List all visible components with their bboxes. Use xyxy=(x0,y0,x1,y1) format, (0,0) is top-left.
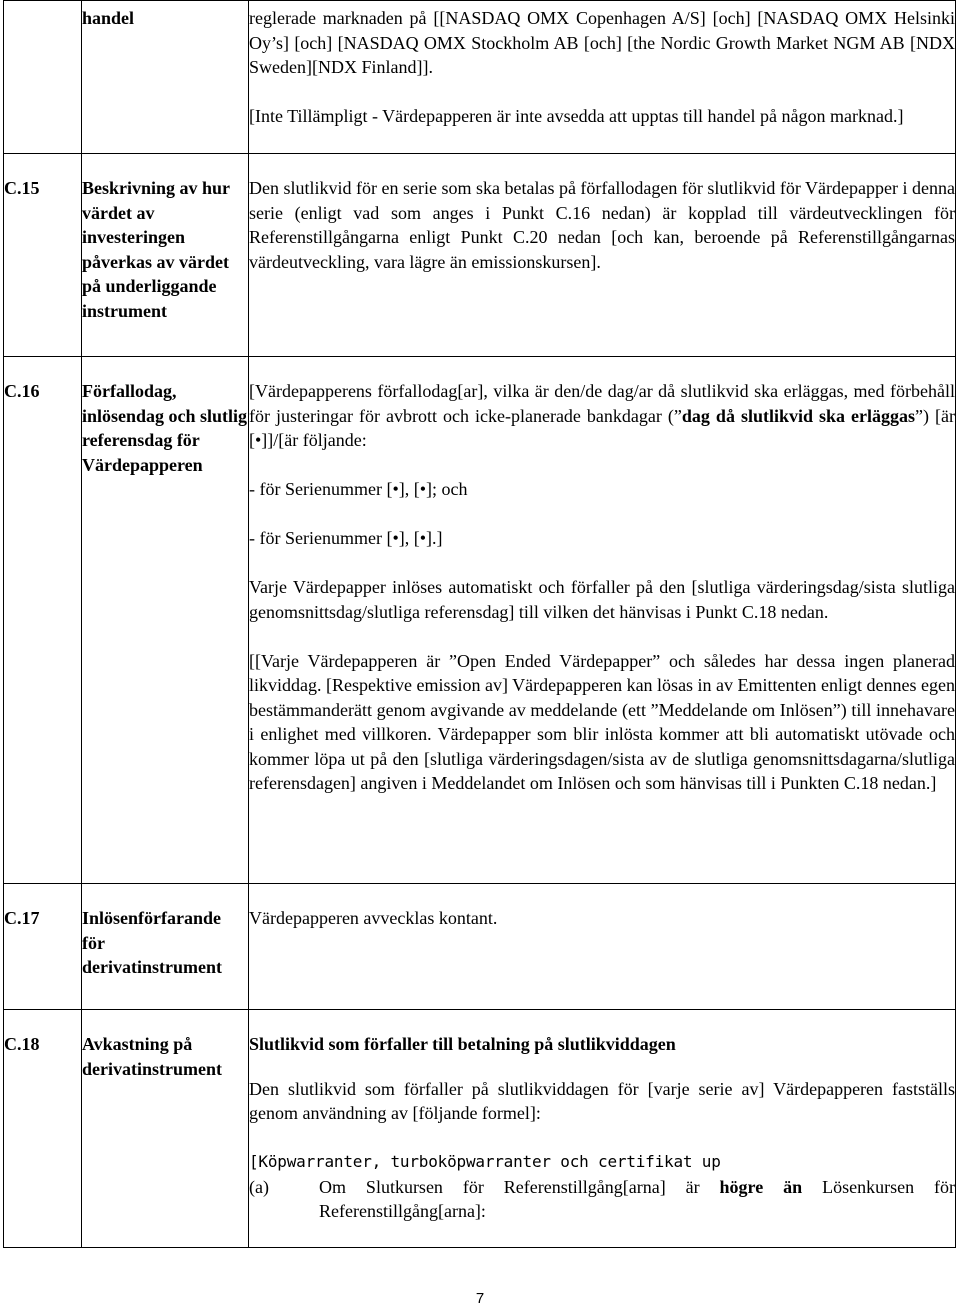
row-title-cell xyxy=(82,1010,249,1248)
row-title-cell xyxy=(82,154,249,357)
row-title-cell xyxy=(82,884,249,1010)
row-number: C.18 xyxy=(4,1034,40,1054)
body-paragraph: Värdepapperen avvecklas kontant. xyxy=(249,908,498,928)
row-body-cell xyxy=(249,154,956,357)
list-item-label: (a) xyxy=(249,1176,269,1197)
row-number-cell xyxy=(4,1,82,154)
row-number-cell xyxy=(4,357,82,884)
document-table xyxy=(3,0,956,1248)
table-row-handel xyxy=(4,1,956,154)
row-title: Förfallodag, inlösendag och slutlig referensdag för Värdepapperen xyxy=(82,381,248,475)
body-paragraph: Varje Värdepapper inlöses automatiskt och förfaller på den [slutliga värderingsdag/sista slutliga genomsnittsdag/slutliga referensdag] till vilken det hänvisas i Punkt C.18 nedan. xyxy=(249,577,955,622)
body-paragraph xyxy=(249,379,955,453)
row-title: Inlösenförfarande för derivatinstrument xyxy=(82,908,222,977)
section-heading: Slutlikvid som förfaller till betalning på slutlikviddagen xyxy=(249,1034,676,1054)
row-title-cell xyxy=(82,357,249,884)
row-number-cell xyxy=(4,884,82,1010)
body-paragraph: [Köpwarranter, turboköpwarranter och certifikat up xyxy=(249,1152,721,1171)
body-text: ”) [är [•]]/[är följande: xyxy=(249,405,956,450)
table-row-c17 xyxy=(4,884,956,1010)
body-text: Om Slutkursen för Referenstillgång[arna] är xyxy=(319,1176,720,1197)
row-number-cell xyxy=(4,154,82,357)
row-title: handel xyxy=(82,8,135,28)
body-paragraph: [Inte Tillämpligt - Värdepapperen är inte avsedda att upptas till handel på någon marknad.] xyxy=(249,106,904,126)
list-item xyxy=(249,1175,955,1224)
row-title-cell xyxy=(82,1,249,154)
body-text-bold: dag då slutlikvid ska erläggas xyxy=(681,405,916,426)
row-title: Beskrivning av hur värdet av investeringen påverkas av värdet på underliggande instrument xyxy=(82,178,230,321)
table-row-c18 xyxy=(4,1010,956,1248)
table-row-c16 xyxy=(4,357,956,884)
body-text-bold: högre än xyxy=(719,1176,803,1197)
row-number: C.16 xyxy=(4,381,40,401)
row-body-cell xyxy=(249,1010,956,1248)
body-text: [Värdepapperens förfallodag[ar], vilka är den/de dag/ar då slutlikvid ska erläggas, med förbehåll för justeringar för avbrott och icke-planerade bankdagar (” xyxy=(249,381,955,426)
serial-line: - för Serienummer [•], [•].] xyxy=(249,528,443,548)
body-text: Lösenkursen för Referenstillgång[arna]: xyxy=(319,1176,955,1221)
row-body-cell xyxy=(249,884,956,1010)
row-number: C.15 xyxy=(4,178,40,198)
serial-line: - för Serienummer [•], [•]; och xyxy=(249,479,468,499)
table-row-c15 xyxy=(4,154,956,357)
body-paragraph: Den slutlikvid som förfaller på slutlikviddagen för [varje serie av] Värdepapperen fastställs genom användning av [följande formel]: xyxy=(249,1078,955,1123)
row-title: Avkastning på derivatinstrument xyxy=(82,1034,222,1079)
body-paragraph: Den slutlikvid för en serie som ska betalas på förfallodagen för slutlikvid för Värdepapper i denna serie (enligt vad som anges i Punkt C.16 nedan) är kopplad till värdeutvecklingen för Referenstillgångarna enligt Punkt C.20 nedan [och kan, beroende på Referenstillgångarnas värdeutveckling, vara lägre än emissionskursen]. xyxy=(249,178,955,272)
row-body-cell xyxy=(249,357,956,884)
row-number: C.17 xyxy=(4,908,40,928)
body-paragraph: [[Varje Värdepapperen är ”Open Ended Värdepapper” och således har dessa ingen planerad likviddag. [Respektive emission av] Värdepapperen kan lösas in av Emittenten enligt dennes egen bestämmanderätt genom avgivande av meddelande (ett ”Meddelande om Inlösen”) till innehavare i enlighet med villkoren. Värdepapper som blir inlösta kommer att bli automatiskt utövade och kommer löpa ut på den [slutliga värderingsdagen/sista av de slutliga genomsnittsdagarna/slutliga referensdagen] angiven i Meddelandet om Inlösen och som hänvisas till i Punkten C.18 nedan.] xyxy=(249,650,955,793)
page-number: 7 xyxy=(475,1290,485,1307)
row-number-cell xyxy=(4,1010,82,1248)
body-paragraph: reglerade marknaden på [[NASDAQ OMX Copenhagen A/S] [och] [NASDAQ OMX Helsinki Oy’s] [och] [NASDAQ OMX Stockholm AB [och] [the Nordic Growth Market NGM AB [NDX Sweden][NDX Finland]]. xyxy=(249,8,955,77)
row-body-cell xyxy=(249,1,956,154)
list-item-text xyxy=(319,1175,955,1224)
